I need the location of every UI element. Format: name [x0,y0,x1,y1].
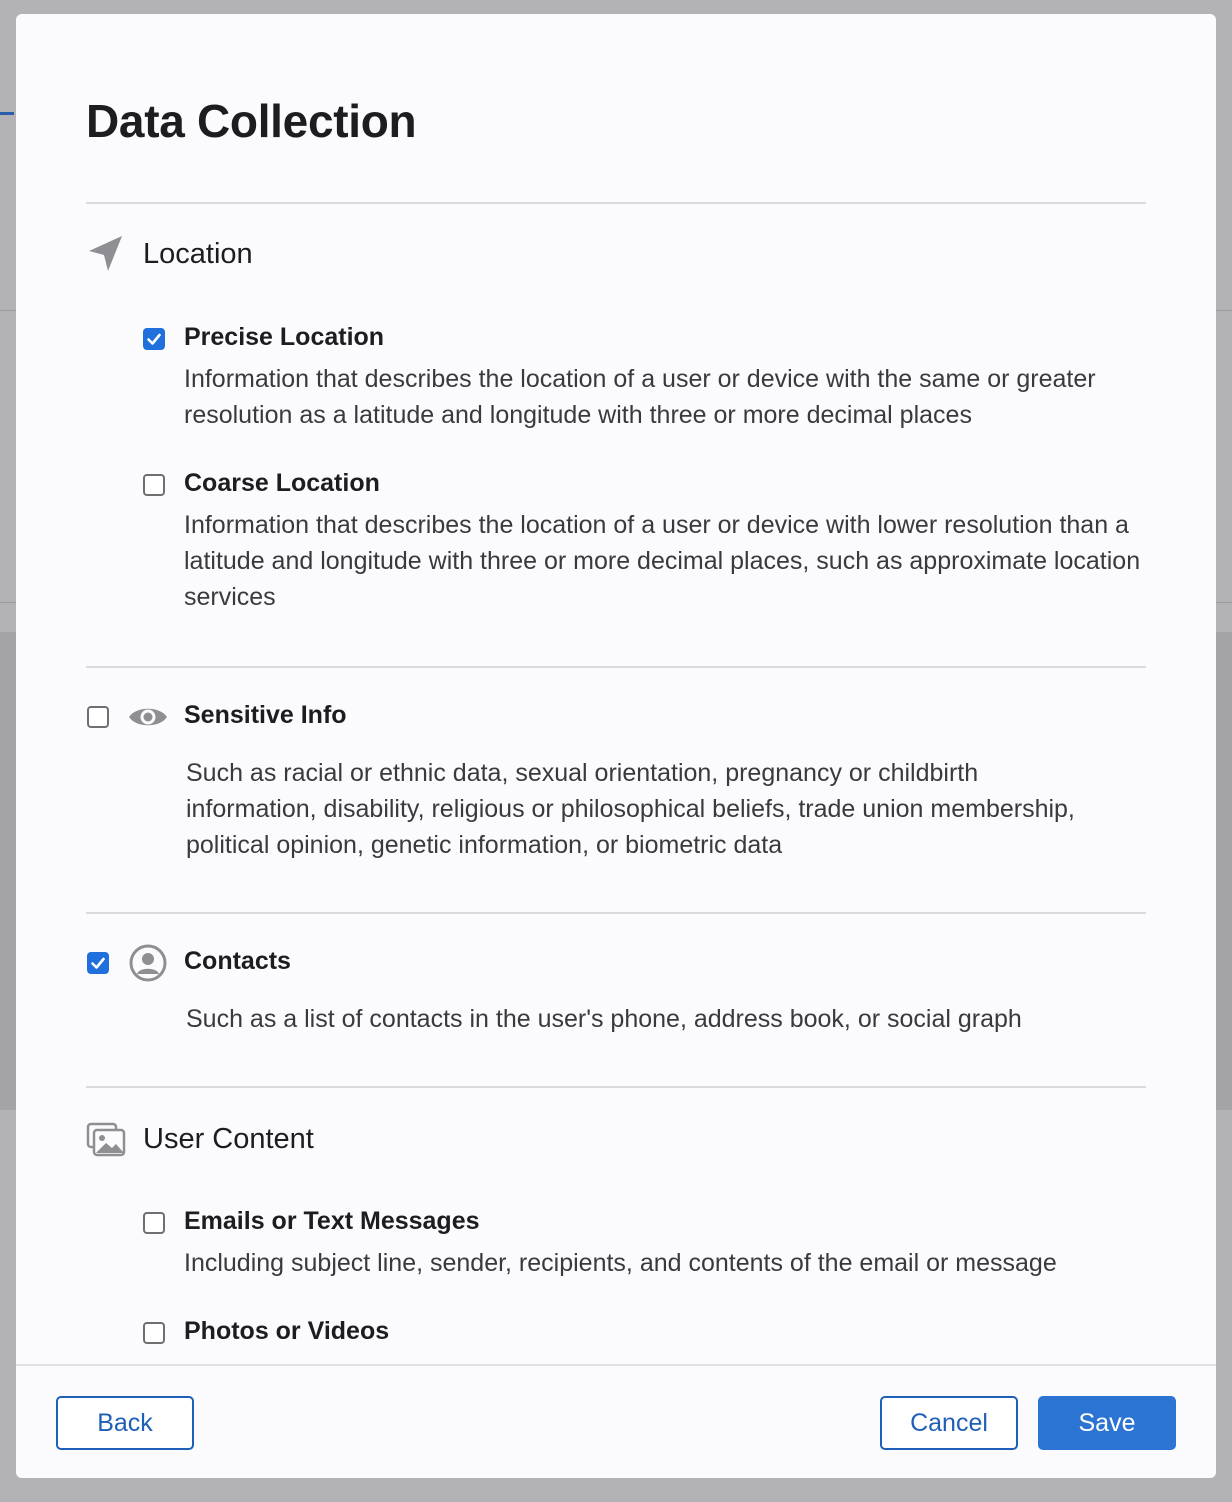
coarse-location-description: Information that describes the location of a user or device with lower resolution than a latitude and longitude with three or more decimal places, such as approximate location services [184,511,1141,611]
user-content-section-header [86,1119,314,1159]
precise-location-description: Information that describes the location of a user or device with the same or greater resolution as a latitude and longitude with three or more decimal places [184,365,1096,429]
photos-videos-label[interactable]: Photos or Videos [184,1317,390,1345]
divider [86,1086,1146,1088]
background-divider [0,602,16,603]
background-tab-indicator [0,112,14,115]
photos-videos-checkbox[interactable] [143,1322,165,1344]
precise-location-label[interactable]: Precise Location [184,323,385,351]
divider [86,666,1146,668]
precise-location-checkbox[interactable] [143,328,165,350]
background-divider [0,310,16,311]
emails-description: Including subject line, sender, recipients, and contents of the email or message [184,1249,1057,1277]
background-divider [1216,602,1232,603]
person-circle-icon [128,943,168,983]
back-button[interactable]: Back [56,1396,194,1450]
coarse-location-checkbox[interactable] [143,474,165,496]
emails-label[interactable]: Emails or Text Messages [184,1207,480,1235]
location-heading: Location [143,237,253,270]
checkmark-icon [145,330,163,348]
contacts-description: Such as a list of contacts in the user's phone, address book, or social graph [186,1005,1022,1033]
photos-icon [86,1119,126,1159]
location-arrow-icon [86,234,126,274]
background-panel [0,632,16,1110]
sensitive-info-description: Such as racial or ethnic data, sexual orientation, pregnancy or childbirth information, disability, religious or philosophical beliefs, trade union membership, political opinion, genetic information, or biometric data [186,759,1075,859]
data-collection-dialog [16,14,1216,1478]
user-content-heading: User Content [143,1122,314,1155]
sensitive-info-checkbox[interactable] [87,706,109,728]
contacts-label[interactable]: Contacts [184,947,291,975]
eye-icon [128,697,168,737]
dialog-title: Data Collection [86,95,417,147]
checkmark-icon [89,954,107,972]
background-divider [1216,310,1232,311]
location-section-header [86,234,253,274]
dialog-body [16,14,1216,1364]
background-panel [1216,632,1232,1110]
sensitive-info-label[interactable]: Sensitive Info [184,701,347,729]
coarse-location-label[interactable]: Coarse Location [184,469,380,497]
divider [86,912,1146,914]
save-button[interactable]: Save [1038,1396,1176,1450]
divider [86,202,1146,204]
dialog-footer [16,1364,1216,1478]
cancel-button[interactable]: Cancel [880,1396,1018,1450]
contacts-checkbox[interactable] [87,952,109,974]
emails-checkbox[interactable] [143,1212,165,1234]
